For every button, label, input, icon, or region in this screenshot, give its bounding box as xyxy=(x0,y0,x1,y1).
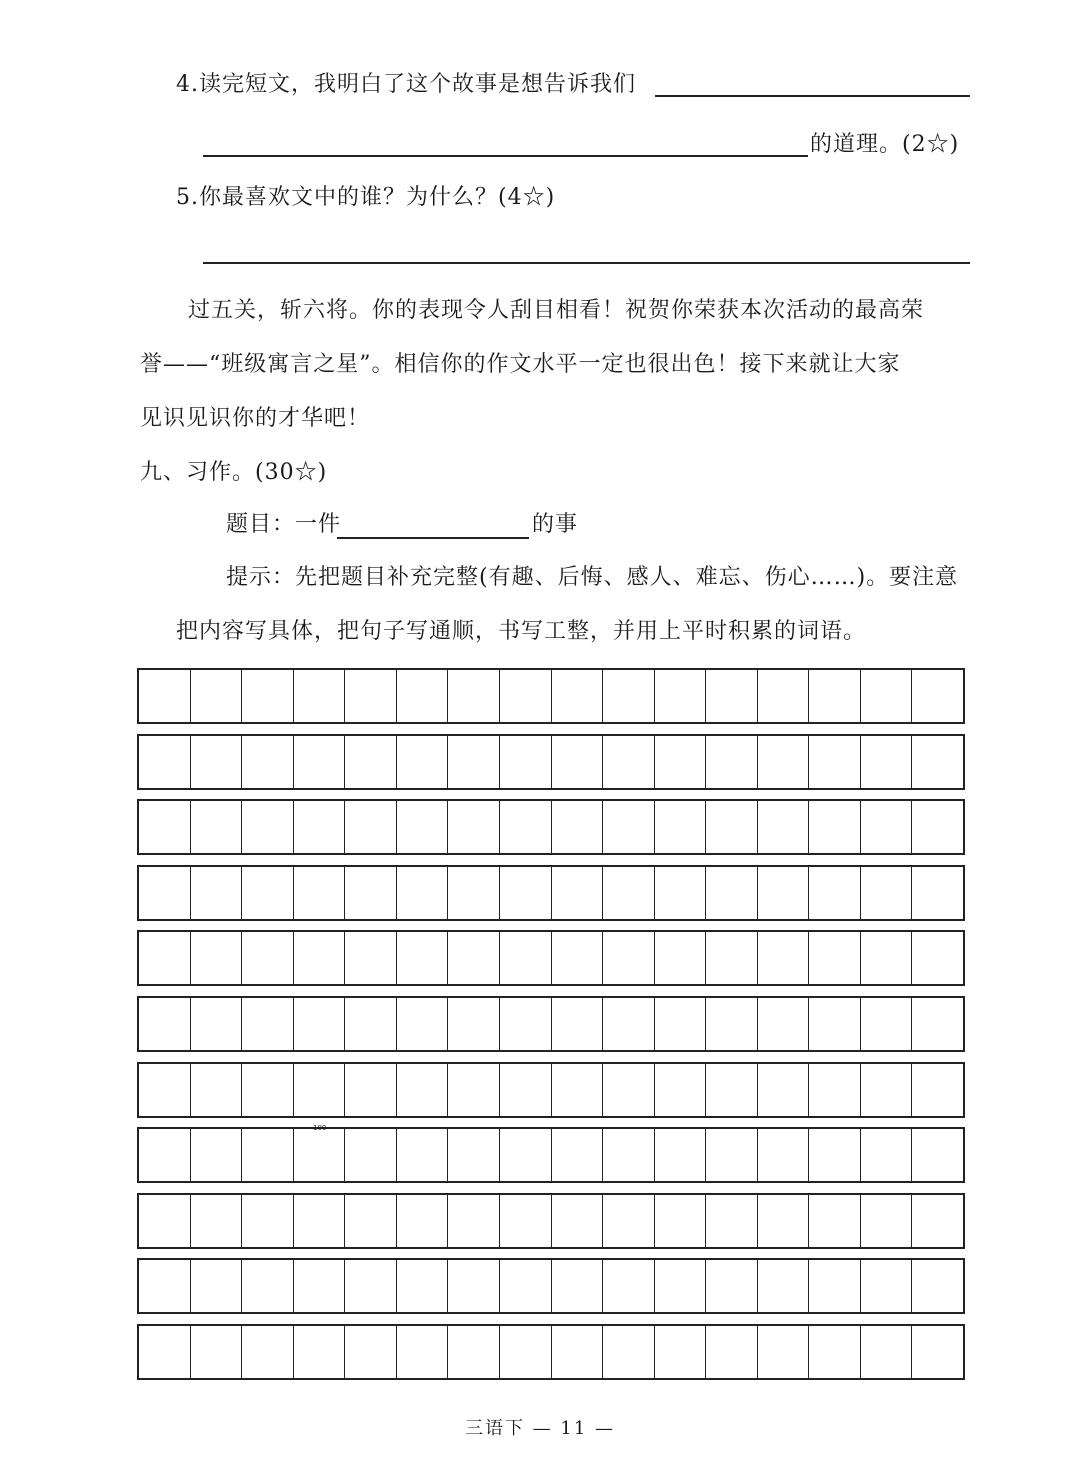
grid-cell[interactable] xyxy=(758,932,810,984)
grid-cell[interactable] xyxy=(448,801,500,853)
character-count-marker: 100 xyxy=(313,1124,327,1132)
grid-row xyxy=(137,1258,965,1314)
grid-cell[interactable] xyxy=(912,932,963,984)
grid-cell[interactable] xyxy=(448,736,500,788)
essay-title-blank[interactable] xyxy=(337,537,529,539)
grid-cell[interactable] xyxy=(242,1195,294,1247)
grid-cell[interactable] xyxy=(139,1129,191,1181)
grid-cell[interactable] xyxy=(191,1129,243,1181)
grid-cell[interactable] xyxy=(191,932,243,984)
grid-cell[interactable] xyxy=(603,1326,655,1378)
grid-row xyxy=(137,865,965,921)
grid-cell[interactable] xyxy=(603,1195,655,1247)
grid-cell[interactable] xyxy=(861,1326,913,1378)
grid-cell[interactable] xyxy=(603,736,655,788)
grid-cell[interactable] xyxy=(294,1129,346,1181)
grid-cell[interactable] xyxy=(912,1260,963,1312)
question-4-prompt: 4.读完短文，我明白了这个故事是想告诉我们 xyxy=(176,72,636,97)
question-5-prompt: 5.你最喜欢文中的谁？为什么？(4☆) xyxy=(176,185,556,210)
grid-cell[interactable] xyxy=(294,736,346,788)
grid-cell[interactable] xyxy=(603,670,655,722)
grid-cell[interactable] xyxy=(500,1129,552,1181)
grid-cell[interactable] xyxy=(139,998,191,1050)
grid-row xyxy=(137,1062,965,1118)
grid-cell[interactable] xyxy=(655,1129,707,1181)
grid-cell[interactable] xyxy=(448,867,500,919)
grid-cell[interactable] xyxy=(912,867,963,919)
grid-cell[interactable] xyxy=(191,736,243,788)
grid-cell[interactable] xyxy=(448,1064,500,1116)
grid-cell[interactable] xyxy=(912,736,963,788)
grid-cell[interactable] xyxy=(706,1129,758,1181)
grid-cell[interactable] xyxy=(448,932,500,984)
grid-cell[interactable] xyxy=(552,736,604,788)
grid-cell[interactable] xyxy=(345,867,397,919)
grid-cell[interactable] xyxy=(294,867,346,919)
grid-cell[interactable] xyxy=(912,998,963,1050)
grid-cell[interactable] xyxy=(345,736,397,788)
grid-cell[interactable] xyxy=(912,1326,963,1378)
grid-cell[interactable] xyxy=(861,932,913,984)
grid-cell[interactable] xyxy=(758,867,810,919)
grid-cell[interactable] xyxy=(655,736,707,788)
grid-cell[interactable] xyxy=(397,1260,449,1312)
grid-cell[interactable] xyxy=(242,801,294,853)
encouragement-line-3: 见识见识你的才华吧！ xyxy=(140,406,371,431)
grid-cell[interactable] xyxy=(139,932,191,984)
grid-cell[interactable] xyxy=(139,1260,191,1312)
grid-cell[interactable] xyxy=(139,670,191,722)
question-4-suffix: 的道理。(2☆) xyxy=(810,132,960,157)
grid-cell[interactable] xyxy=(397,1129,449,1181)
grid-cell[interactable] xyxy=(758,1260,810,1312)
grid-cell[interactable] xyxy=(242,1064,294,1116)
grid-cell[interactable] xyxy=(191,670,243,722)
grid-cell[interactable] xyxy=(706,1064,758,1116)
grid-cell[interactable] xyxy=(809,1195,861,1247)
grid-cell[interactable] xyxy=(448,998,500,1050)
grid-cell[interactable] xyxy=(912,1129,963,1181)
writing-grid[interactable] xyxy=(137,668,965,1380)
grid-cell[interactable] xyxy=(345,998,397,1050)
grid-cell[interactable] xyxy=(139,801,191,853)
answer-line-q5[interactable] xyxy=(203,262,970,264)
grid-cell[interactable] xyxy=(706,670,758,722)
grid-cell[interactable] xyxy=(191,1260,243,1312)
grid-cell[interactable] xyxy=(448,1326,500,1378)
section-9-heading: 九、习作。(30☆) xyxy=(140,460,328,485)
grid-cell[interactable] xyxy=(294,670,346,722)
grid-cell[interactable] xyxy=(242,1129,294,1181)
grid-cell[interactable] xyxy=(294,932,346,984)
grid-cell[interactable] xyxy=(294,1064,346,1116)
grid-cell[interactable] xyxy=(191,1195,243,1247)
grid-cell[interactable] xyxy=(758,1064,810,1116)
grid-cell[interactable] xyxy=(294,1195,346,1247)
grid-cell[interactable] xyxy=(809,932,861,984)
grid-cell[interactable] xyxy=(552,1064,604,1116)
grid-cell[interactable] xyxy=(655,670,707,722)
grid-cell[interactable] xyxy=(706,1260,758,1312)
grid-cell[interactable] xyxy=(809,801,861,853)
grid-cell[interactable] xyxy=(139,736,191,788)
grid-row xyxy=(137,1193,965,1249)
grid-cell[interactable] xyxy=(552,1326,604,1378)
grid-cell[interactable] xyxy=(706,998,758,1050)
grid-cell[interactable] xyxy=(448,1260,500,1312)
grid-cell[interactable] xyxy=(500,1064,552,1116)
grid-cell[interactable] xyxy=(345,670,397,722)
grid-cell[interactable] xyxy=(448,1129,500,1181)
encouragement-line-2: 誉——“班级寓言之星”。相信你的作文水平一定也很出色！接下来就让大家 xyxy=(140,352,901,377)
grid-cell[interactable] xyxy=(809,736,861,788)
grid-cell[interactable] xyxy=(139,867,191,919)
grid-cell[interactable] xyxy=(345,1195,397,1247)
grid-cell[interactable] xyxy=(552,801,604,853)
essay-hint-line-2: 把内容写具体，把句子写通顺，书写工整，并用上平时积累的词语。 xyxy=(176,619,867,644)
grid-cell[interactable] xyxy=(603,1064,655,1116)
essay-title-prefix: 题目：一件 xyxy=(226,512,342,537)
grid-cell[interactable] xyxy=(706,736,758,788)
grid-cell[interactable] xyxy=(655,1260,707,1312)
grid-cell[interactable] xyxy=(912,670,963,722)
grid-cell[interactable] xyxy=(345,1129,397,1181)
grid-cell[interactable] xyxy=(655,932,707,984)
grid-cell[interactable] xyxy=(603,1129,655,1181)
grid-cell[interactable] xyxy=(758,801,810,853)
grid-cell[interactable] xyxy=(861,867,913,919)
grid-cell[interactable] xyxy=(139,1064,191,1116)
grid-cell[interactable] xyxy=(809,1260,861,1312)
grid-cell[interactable] xyxy=(500,801,552,853)
grid-cell[interactable] xyxy=(242,736,294,788)
encouragement-line-1: 过五关，斩六将。你的表现令人刮目相看！祝贺你荣获本次活动的最高荣 xyxy=(188,298,925,323)
grid-cell[interactable] xyxy=(706,1195,758,1247)
grid-cell[interactable] xyxy=(397,932,449,984)
grid-cell[interactable] xyxy=(655,1195,707,1247)
grid-cell[interactable] xyxy=(500,1195,552,1247)
grid-cell[interactable] xyxy=(242,670,294,722)
grid-cell[interactable] xyxy=(861,801,913,853)
grid-cell[interactable] xyxy=(706,1326,758,1378)
grid-cell[interactable] xyxy=(345,1064,397,1116)
grid-cell[interactable] xyxy=(603,801,655,853)
grid-cell[interactable] xyxy=(758,1326,810,1378)
grid-cell[interactable] xyxy=(294,1326,346,1378)
grid-cell[interactable] xyxy=(397,1195,449,1247)
grid-cell[interactable] xyxy=(552,1129,604,1181)
grid-cell[interactable] xyxy=(861,1260,913,1312)
grid-cell[interactable] xyxy=(500,1260,552,1312)
grid-cell[interactable] xyxy=(758,1195,810,1247)
grid-row xyxy=(137,996,965,1052)
grid-cell[interactable] xyxy=(500,998,552,1050)
grid-cell[interactable] xyxy=(861,736,913,788)
grid-cell[interactable] xyxy=(809,1129,861,1181)
grid-cell[interactable] xyxy=(861,1064,913,1116)
grid-cell[interactable] xyxy=(191,801,243,853)
grid-cell[interactable] xyxy=(552,1260,604,1312)
grid-cell[interactable] xyxy=(861,1129,913,1181)
grid-cell[interactable] xyxy=(861,998,913,1050)
grid-cell[interactable] xyxy=(552,867,604,919)
grid-row xyxy=(137,799,965,855)
grid-cell[interactable] xyxy=(191,867,243,919)
grid-cell[interactable] xyxy=(603,998,655,1050)
grid-cell[interactable] xyxy=(500,932,552,984)
grid-cell[interactable] xyxy=(397,1064,449,1116)
answer-line-q4-a[interactable] xyxy=(655,95,970,97)
grid-cell[interactable] xyxy=(861,1195,913,1247)
grid-cell[interactable] xyxy=(242,867,294,919)
grid-cell[interactable] xyxy=(242,1260,294,1312)
grid-cell[interactable] xyxy=(809,1326,861,1378)
grid-cell[interactable] xyxy=(448,1195,500,1247)
grid-cell[interactable] xyxy=(655,1064,707,1116)
grid-cell[interactable] xyxy=(809,998,861,1050)
grid-cell[interactable] xyxy=(809,867,861,919)
grid-cell[interactable] xyxy=(758,998,810,1050)
grid-cell[interactable] xyxy=(345,1326,397,1378)
grid-cell[interactable] xyxy=(603,867,655,919)
grid-cell[interactable] xyxy=(706,801,758,853)
grid-cell[interactable] xyxy=(397,867,449,919)
grid-cell[interactable] xyxy=(345,932,397,984)
grid-cell[interactable] xyxy=(706,867,758,919)
grid-cell[interactable] xyxy=(655,867,707,919)
grid-cell[interactable] xyxy=(758,1129,810,1181)
grid-cell[interactable] xyxy=(552,1195,604,1247)
grid-cell[interactable] xyxy=(912,1064,963,1116)
grid-cell[interactable] xyxy=(139,1195,191,1247)
grid-cell[interactable] xyxy=(397,1326,449,1378)
grid-row xyxy=(137,1324,965,1380)
grid-cell[interactable] xyxy=(912,1195,963,1247)
grid-cell[interactable] xyxy=(706,932,758,984)
grid-cell[interactable] xyxy=(655,998,707,1050)
grid-cell[interactable] xyxy=(397,670,449,722)
grid-cell[interactable] xyxy=(655,801,707,853)
grid-cell[interactable] xyxy=(345,1260,397,1312)
page-footer: 三语下 — 11 — xyxy=(464,1418,616,1439)
grid-cell[interactable] xyxy=(603,1260,655,1312)
grid-cell[interactable] xyxy=(191,1064,243,1116)
answer-line-q4-b[interactable] xyxy=(203,155,808,157)
essay-title-suffix: 的事 xyxy=(532,512,579,537)
grid-cell[interactable] xyxy=(191,1326,243,1378)
grid-cell[interactable] xyxy=(294,1260,346,1312)
grid-cell[interactable] xyxy=(294,801,346,853)
grid-cell[interactable] xyxy=(500,670,552,722)
grid-cell[interactable] xyxy=(500,736,552,788)
grid-cell[interactable] xyxy=(861,670,913,722)
grid-cell[interactable] xyxy=(139,1326,191,1378)
grid-cell[interactable] xyxy=(912,801,963,853)
grid-cell[interactable] xyxy=(397,736,449,788)
grid-row xyxy=(137,734,965,790)
grid-cell[interactable] xyxy=(603,932,655,984)
grid-row xyxy=(137,930,965,986)
grid-cell[interactable] xyxy=(552,670,604,722)
grid-cell[interactable] xyxy=(242,1326,294,1378)
grid-cell[interactable] xyxy=(655,1326,707,1378)
grid-cell[interactable] xyxy=(242,998,294,1050)
grid-cell[interactable] xyxy=(448,670,500,722)
grid-cell[interactable] xyxy=(242,932,294,984)
grid-cell[interactable] xyxy=(809,1064,861,1116)
grid-cell[interactable] xyxy=(552,932,604,984)
grid-cell[interactable] xyxy=(758,670,810,722)
grid-cell[interactable] xyxy=(397,801,449,853)
grid-cell[interactable] xyxy=(500,1326,552,1378)
grid-row xyxy=(137,668,965,724)
grid-cell[interactable] xyxy=(758,736,810,788)
grid-cell[interactable] xyxy=(345,801,397,853)
grid-cell[interactable] xyxy=(191,998,243,1050)
essay-hint-line-1: 提示：先把题目补充完整(有趣、后悔、感人、难忘、伤心……)。要注意 xyxy=(226,565,959,590)
grid-cell[interactable] xyxy=(809,670,861,722)
grid-cell[interactable] xyxy=(397,998,449,1050)
grid-row xyxy=(137,1127,965,1183)
grid-cell[interactable] xyxy=(500,867,552,919)
grid-cell[interactable] xyxy=(294,998,346,1050)
grid-cell[interactable] xyxy=(552,998,604,1050)
